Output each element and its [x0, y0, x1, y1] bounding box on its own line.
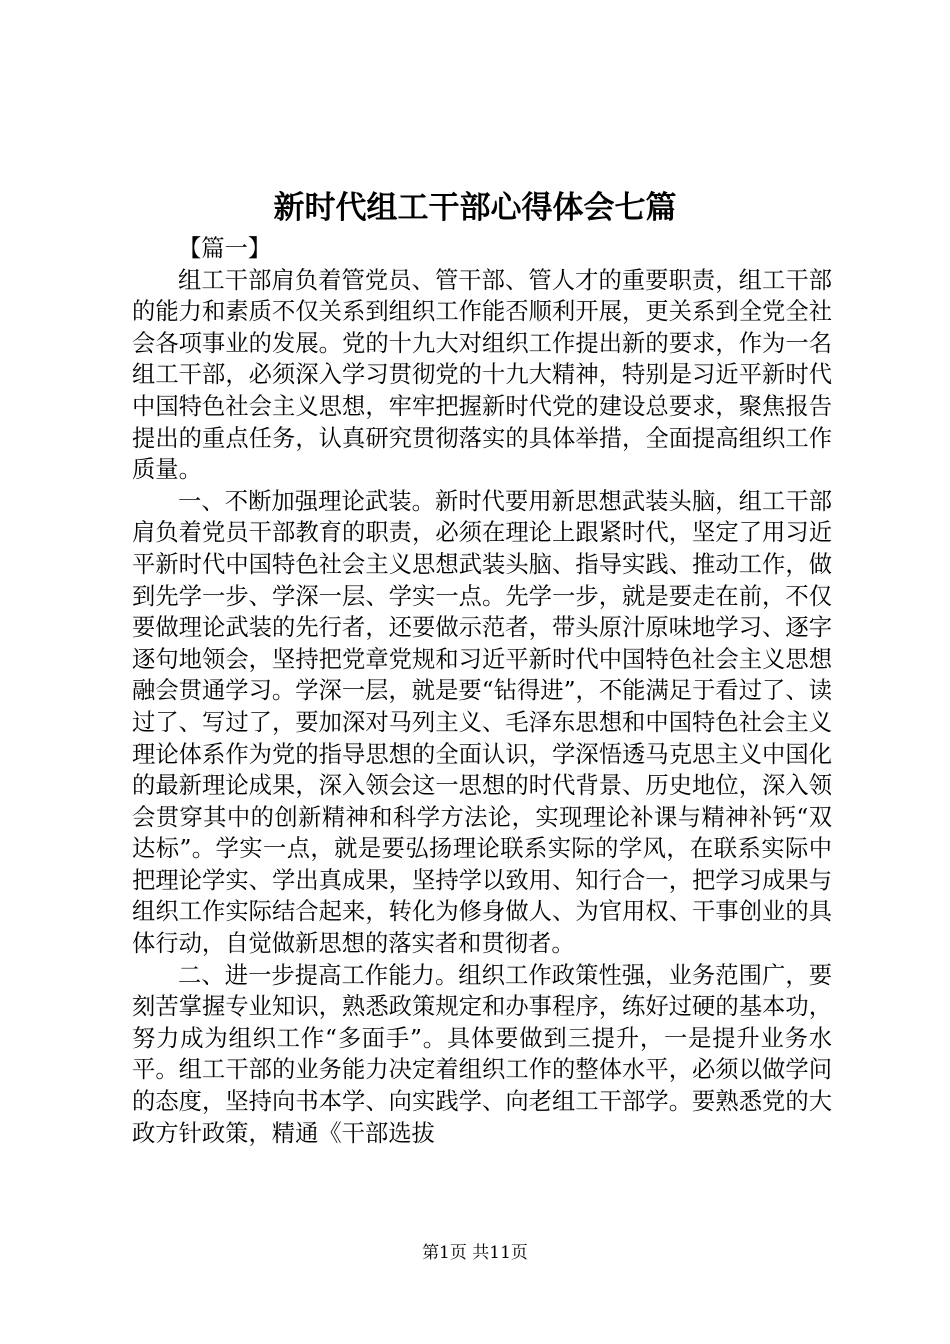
paragraph-ability: 二、进一步提高工作能力。组织工作政策性强，业务范围广，要刻苦掌握专业知识，熟悉政策规定和办事程序，练好过硬的基本功，努力成为组织工作“多面手”。具体要做到三提升，一是提升业务水平。组工干部的业务能力决定着组织工作的整体水平，必须以做学问的态度，坚持向书本学、向实践学、向老组工干部学。要熟悉党的大政方针政策，精通《干部选拔: [132, 961, 832, 1147]
page-footer: 第1页 共11页: [422, 1243, 528, 1263]
paragraph-theory: 一、不断加强理论武装。新时代要用新思想武装头脑，组工干部肩负着党员干部教育的职责，必须在理论上跟紧时代，坚定了用习近平新时代中国特色社会主义思想武装头脑、指导实践、推动工作，做到先学一步、学深一层、学实一点。先学一步，就是要走在前，不仅要做理论武装的先行者，还要做示范者，带头原汁原味地学习、逐字逐句地领会，坚持把党章党规和习近平新时代中国特色社会主义思想融会贯通学习。学深一层，就是要“钻得进”，不能满足于看过了、读过了、写过了，要加深对马列主义、毛泽东思想和中国特色社会主义理论体系作为党的指导思想的全面认识，学深悟透马克思主义中国化的最新理论成果，深入领会这一思想的时代背景、历史地位，深入领会贯穿其中的创新精神和科学方法论，实现理论补课与精神补钙“双达标”。学实一点，就是要弘扬理论联系实际的学风，在联系实际中把理论学实、学出真成果，坚持学以致用、知行合一，把学习成果与组织工作实际结合起来，转化为修身做人、为官用权、干事创业的具体行动，自觉做新思想的落实者和贯彻者。: [132, 487, 832, 958]
section-label: 【篇一】: [178, 235, 272, 262]
document-title: 新时代组工干部心得体会七篇: [273, 190, 677, 226]
paragraph-intro: 组工干部肩负着管党员、管干部、管人才的重要职责，组工干部的能力和素质不仅关系到组织工作能否顺利开展，更关系到全党全社会各项事业的发展。党的十九大对组织工作提出新的要求，作为一名组工干部，必须深入学习贯彻党的十九大精神，特别是习近平新时代中国特色社会主义思想，牢牢把握新时代党的建设总要求，聚焦报告提出的重点任务，认真研究贯彻落实的具体举措，全面提高组织工作质量。: [132, 266, 832, 484]
document-body: [132, 233, 832, 1149]
